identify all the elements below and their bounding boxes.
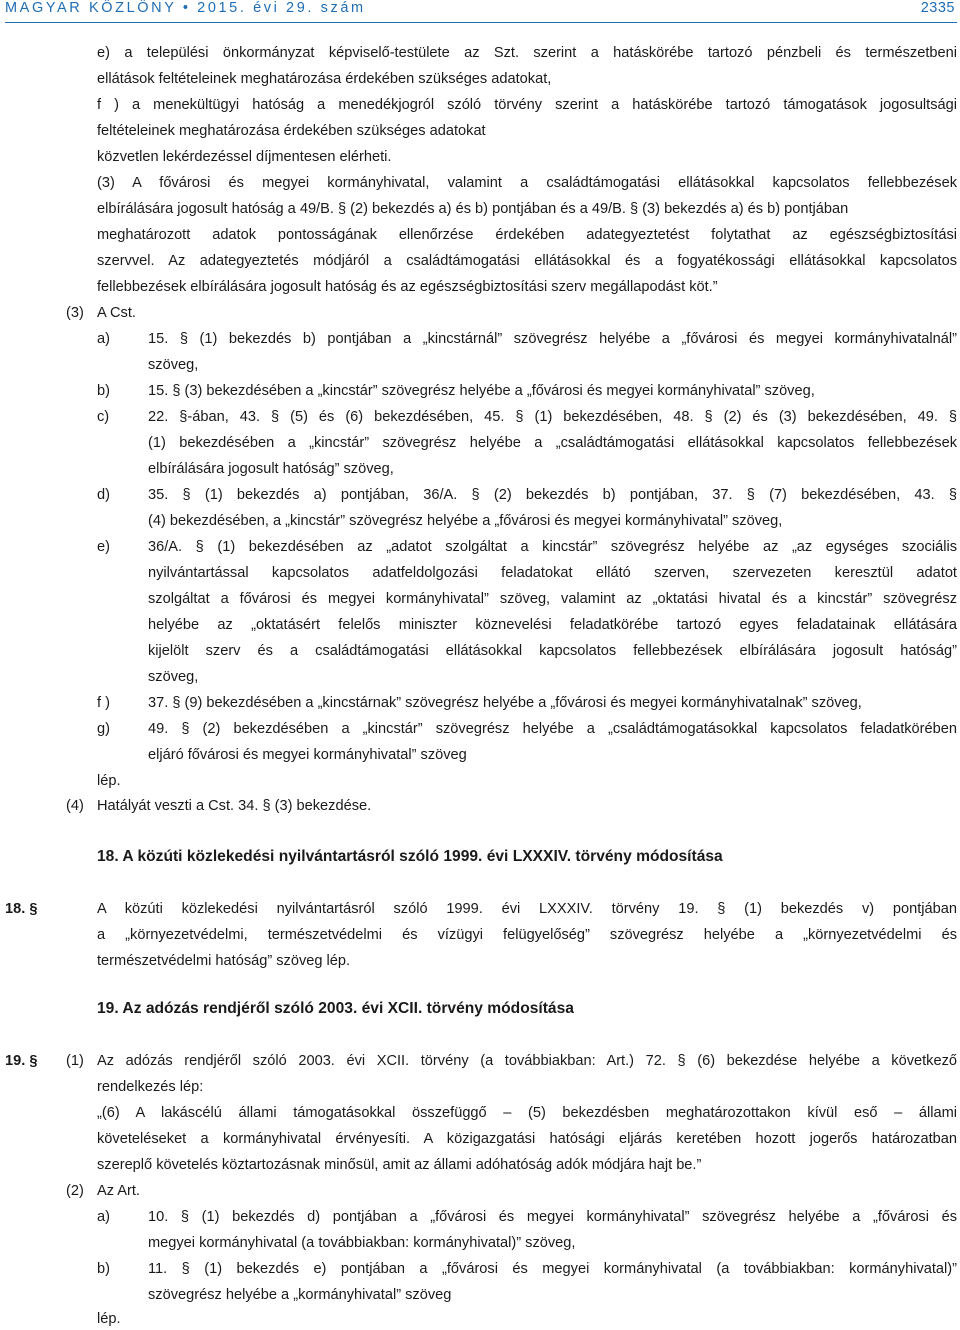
text-line: 22. §-ában, 43. § (5) és (6) bekezdésében, 45. § (1) bekezdésében, 48. § (2) és (3) bekezdésében, 49. § — [148, 409, 957, 425]
section-heading: 18. A közúti közlekedési nyilvántartásról szóló 1999. évi LXXXIV. törvény módosítása — [97, 848, 723, 865]
section-number: 18. § — [5, 901, 38, 917]
text-line: „(6) A lakáscélú állami támogatásokkal összefüggő – (5) bekezdésben meghatározottakon kívül eső – állami — [97, 1105, 957, 1121]
text-line: 15. § (1) bekezdés b) pontjában a „kincstárnál” szövegrész helyébe a „fővárosi és megyei kormányhivatalnál” — [148, 331, 957, 347]
item-letter: e) — [97, 539, 110, 555]
text-line: fellebbezések elbírálására jogosult hatóság és az egészségbiztosítási szerv megállapodást köt.” — [97, 279, 718, 295]
text-line: szolgáltat a fővárosi és megyei kormányhivatal” szöveg, valamint az „oktatási hivatal és a kincstár” szövegrész — [148, 591, 957, 607]
section-heading: 19. Az adózás rendjéről szóló 2003. évi XCII. törvény módosítása — [97, 1000, 574, 1017]
item-letter: b) — [97, 383, 110, 399]
text-line: természetvédelmi hatóság” szöveg lép. — [97, 953, 351, 969]
text-line: (3) A fővárosi és megyei kormányhivatal, valamint a családtámogatási ellátásokkal kapcsolatos fellebbezések — [97, 175, 957, 191]
paragraph-label: (2) — [66, 1183, 84, 1199]
text-line: elbírálására jogosult hatóság” szöveg, — [148, 461, 394, 477]
text-line: kijelölt szerv és a családtámogatási ellátásokkal kapcsolatos fellebbezések elbírálására jogosult hatóság” — [148, 643, 957, 659]
item-letter: b) — [97, 1261, 110, 1277]
text-line: szöveg, — [148, 669, 199, 685]
text-line: 10. § (1) bekezdés d) pontjában a „fővárosi és megyei kormányhivatal” szövegrész helyébe a „fővárosi és — [148, 1209, 957, 1225]
text-line: lép. — [97, 1311, 121, 1327]
text-line: A közúti közlekedési nyilvántartásról szóló 1999. évi LXXXIV. törvény 19. § (1) bekezdés v) pontjában — [97, 901, 957, 917]
text-line: szervvel. Az adategyeztetés módjáról a családtámogatási ellátásokkal és a fogyatékossági ellátásokkal kapcsolatos — [97, 253, 957, 269]
item-letter: c) — [97, 409, 110, 425]
text-line: ellátások feltételeinek meghatározása érdekében szükséges adatokat, — [97, 71, 552, 87]
text-line: szövegrész helyébe a „kormányhivatal” szöveg — [148, 1287, 452, 1303]
text-line: szereplő követelés köztartozásnak minősül, amit az állami adóhatóság adók módjára hajt be.” — [97, 1157, 702, 1173]
item-letter: g) — [97, 721, 110, 737]
text-line: (1) bekezdésében a „kincstár” szövegrész helyébe a „családtámogatási ellátásokkal kapcsolatos fellebbezések — [148, 435, 957, 451]
text-line: a „környezetvédelmi, természetvédelmi és vízügyi felügyelőség” szövegrész helyébe a „környezetvédelmi és — [97, 927, 957, 943]
section-number: 19. § — [5, 1053, 38, 1069]
item-letter: d) — [97, 487, 110, 503]
text-line: követeléseket a kormányhivatal érvényesíti. A közigazgatási hatósági eljárás keretében hozott jogerős határozatban — [97, 1131, 957, 1147]
text-line: f ) a menekültügyi hatóság a menedékjogról szóló törvény szerint a hatáskörébe tartozó támogatások jogosultsági — [97, 97, 957, 113]
header-rule — [5, 22, 957, 23]
text-line: 15. § (3) bekezdésében a „kincstár” szövegrész helyébe a „fővárosi és megyei kormányhivatal” szöveg, — [148, 383, 815, 399]
item-letter: f ) — [97, 695, 110, 711]
text-line: 11. § (1) bekezdés e) pontjában a „fővárosi és megyei kormányhivatal (a továbbiakban: kormányhivatal)” — [148, 1261, 957, 1277]
journal-title: MAGYAR KÖZLÖNY • 2015. évi 29. szám — [5, 0, 366, 16]
text-line: (4) bekezdésében, a „kincstár” szövegrész helyébe a „fővárosi és megyei kormányhivatal” szöveg, — [148, 513, 783, 529]
text-line: rendelkezés lép: — [97, 1079, 204, 1095]
item-letter: a) — [97, 331, 110, 347]
text-line: Hatályát veszti a Cst. 34. § (3) bekezdése. — [97, 798, 372, 814]
text-line: közvetlen lekérdezéssel díjmentesen elérheti. — [97, 149, 392, 165]
paragraph-label: (1) — [66, 1053, 84, 1069]
text-line: 49. § (2) bekezdésében a „kincstár” szövegrész helyébe a „családtámogatásokkal kapcsolatos feladatkörében — [148, 721, 957, 737]
text-line: meghatározott adatok pontosságának ellenőrzése érdekében adategyeztetést folytathat az egészségbiztosítási — [97, 227, 957, 243]
item-letter: a) — [97, 1209, 110, 1225]
text-line: 35. § (1) bekezdés a) pontjában, 36/A. § (2) bekezdés b) pontjában, 37. § (7) bekezdésében, 43. § — [148, 487, 957, 503]
text-line: Az Art. — [97, 1183, 140, 1199]
text-line: feltételeinek meghatározása érdekében szükséges adatokat — [97, 123, 486, 139]
paragraph-label: (3) — [66, 305, 84, 321]
text-line: helyébe az „oktatásért felelős miniszter köznevelési feladatkörébe tartozó egyes feladatainak ellátására — [148, 617, 957, 633]
text-line: Az adózás rendjéről szóló 2003. évi XCII. törvény (a továbbiakban: Art.) 72. § (6) bekezdése helyébe a következő — [97, 1053, 957, 1069]
text-line: nyilvántartással kapcsolatos adatfeldolgozási feladatokat ellátó szerven, szervezeten keresztül adatot — [148, 565, 957, 581]
text-line: szöveg, — [148, 357, 199, 373]
text-line: 37. § (9) bekezdésében a „kincstárnak” szövegrész helyébe a „fővárosi és megyei kormányhivatalnak” szöveg, — [148, 695, 862, 711]
text-line: eljáró fővárosi és megyei kormányhivatal” szöveg — [148, 747, 467, 763]
text-line: e) a települési önkormányzat képviselő-testülete az Szt. szerint a hatáskörébe tartozó pénzbeli és természetbeni — [97, 45, 957, 61]
paragraph-label: (4) — [66, 798, 84, 814]
text-line: megyei kormányhivatal (a továbbiakban: kormányhivatal)” szöveg, — [148, 1235, 576, 1251]
text-line: lép. — [97, 773, 121, 789]
page-header — [5, 0, 957, 22]
text-line: A Cst. — [97, 305, 136, 321]
page-number: 2335 — [920, 0, 955, 16]
text-line: 36/A. § (1) bekezdésében az „adatot szolgáltat a kincstár” szövegrész helyébe az „az egységes szociális — [148, 539, 957, 555]
text-line: elbírálására jogosult hatóság a 49/B. § (2) bekezdés a) és b) pontjában és a 49/B. § (3) bekezdés a) és b) pontjában — [97, 201, 849, 217]
